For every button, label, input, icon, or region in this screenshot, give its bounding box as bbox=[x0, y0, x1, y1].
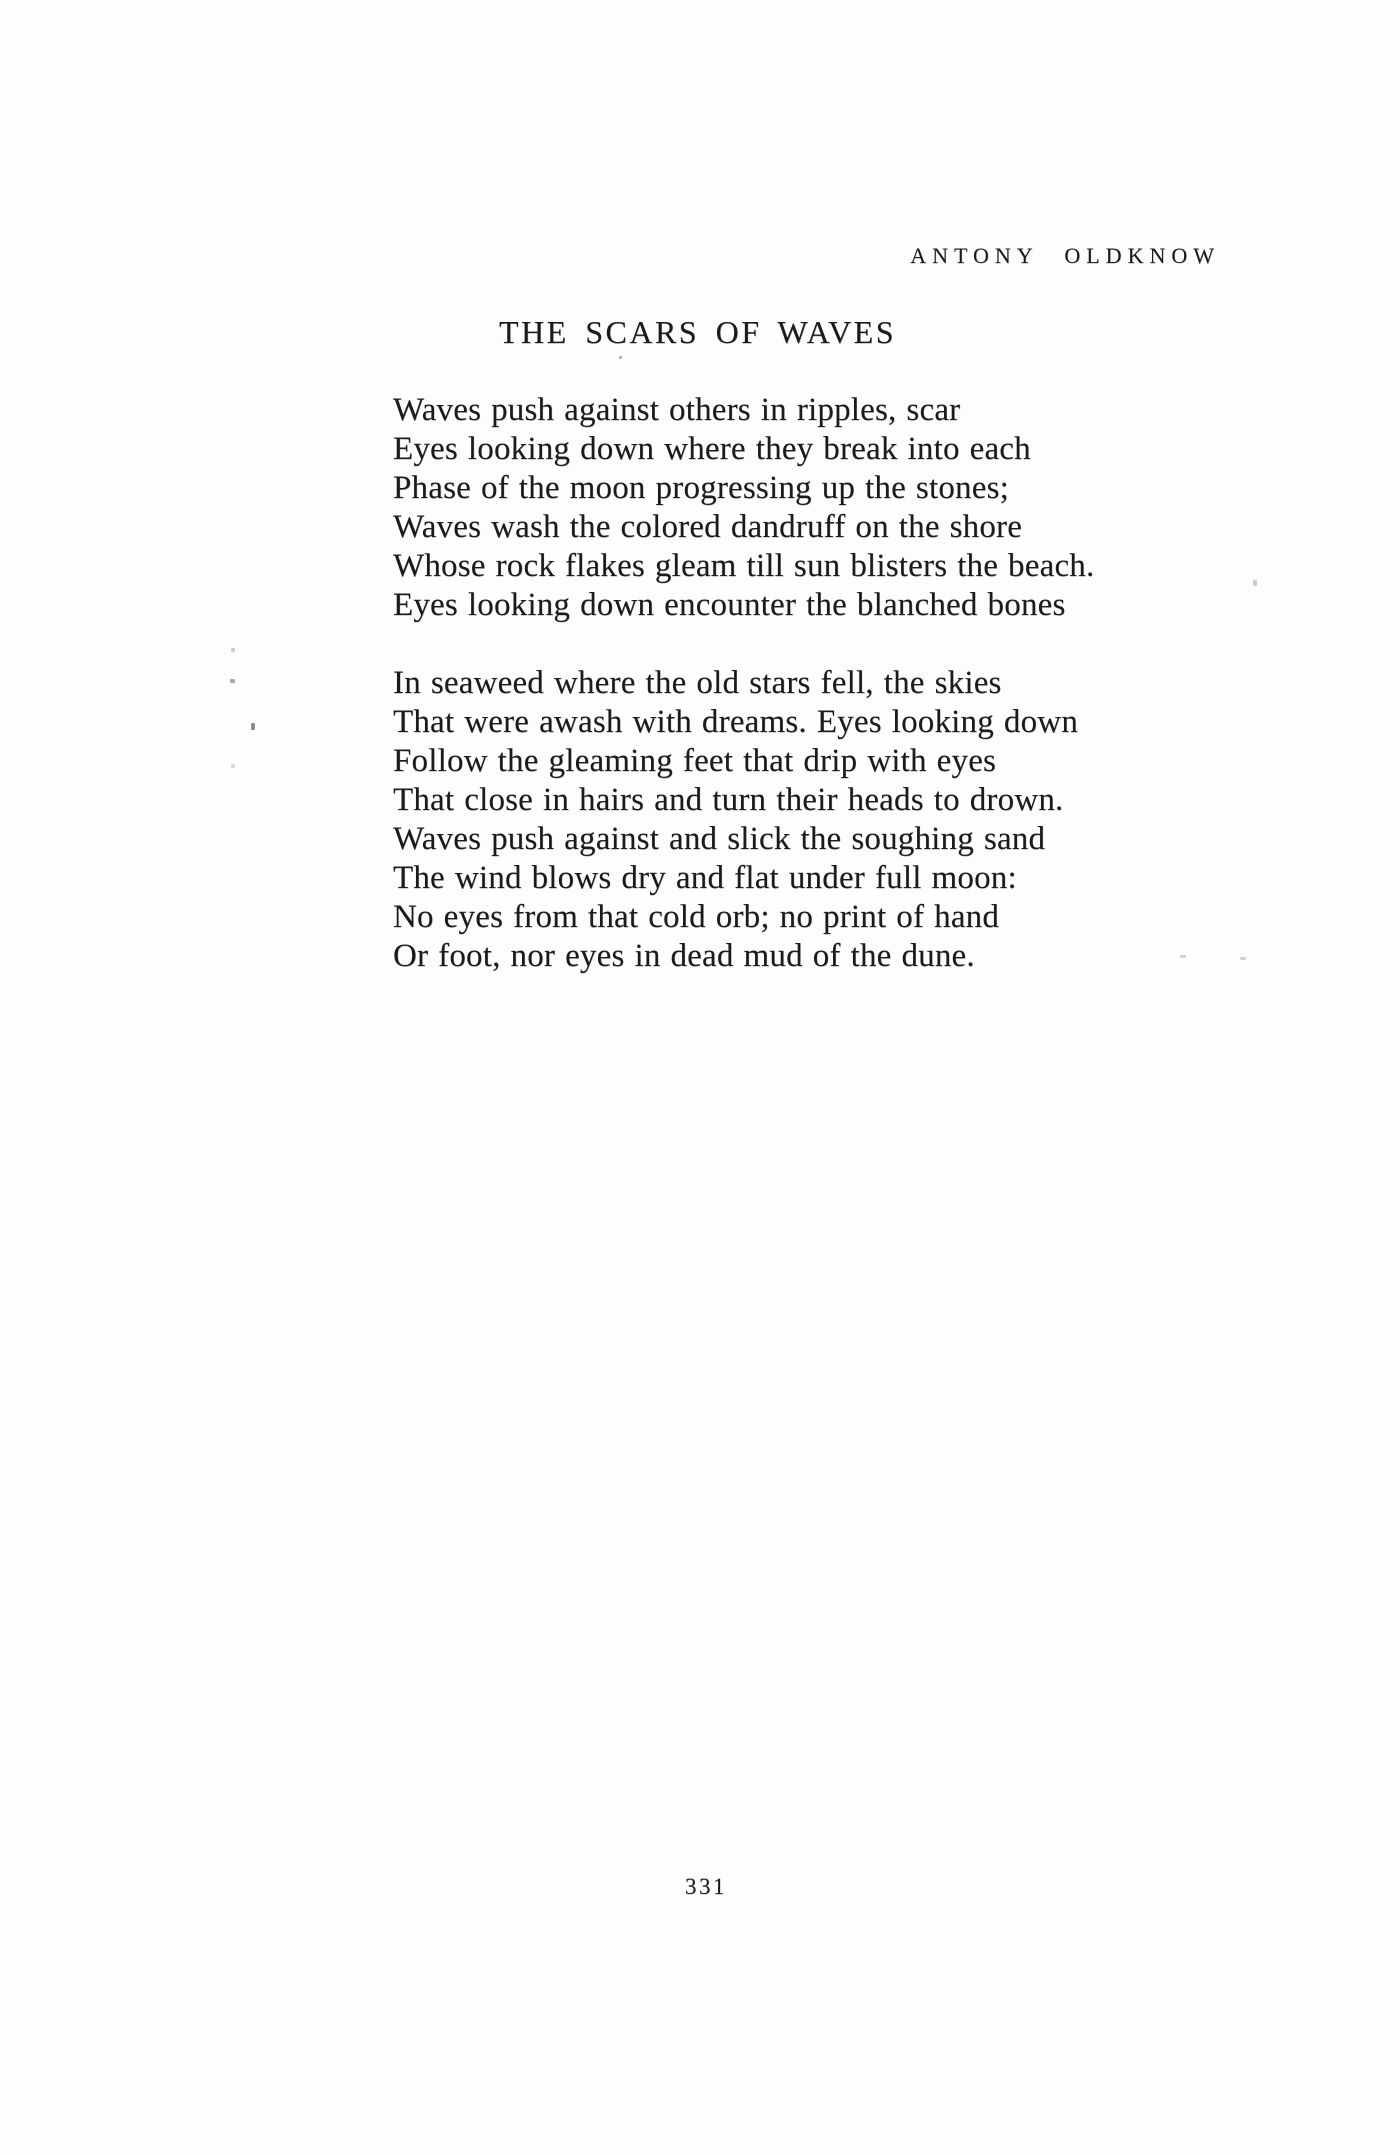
poem-line: Waves push against and slick the soughing sand bbox=[393, 821, 1046, 857]
author-byline: ANTONY OLDKNOW bbox=[910, 243, 1220, 268]
poem-line: That were awash with dreams. Eyes looking down bbox=[393, 704, 1079, 740]
poem-line: Phase of the moon progressing up the stones; bbox=[393, 470, 1009, 506]
poem-line: Eyes looking down where they break into each bbox=[393, 431, 1031, 467]
poem-line: Or foot, nor eyes in dead mud of the dune. bbox=[393, 938, 975, 974]
scan-speck bbox=[1253, 580, 1257, 586]
poem-title: THE SCARS OF WAVES bbox=[499, 314, 897, 350]
stanza-2 bbox=[393, 664, 1094, 976]
poem-line: Waves push against others in ripples, scar bbox=[393, 392, 961, 428]
scan-speck bbox=[251, 723, 255, 730]
poem-line: Whose rock flakes gleam till sun blisters the beach. bbox=[393, 548, 1095, 584]
scan-speck bbox=[230, 679, 235, 683]
poem-line: Waves wash the colored dandruff on the shore bbox=[393, 509, 1023, 545]
poem-body bbox=[393, 391, 1094, 976]
scan-speck bbox=[1240, 957, 1246, 960]
poem-line: Eyes looking down encounter the blanched bones bbox=[393, 587, 1066, 623]
scan-speck bbox=[231, 648, 235, 652]
poem-line: Follow the gleaming feet that drip with eyes bbox=[393, 743, 997, 779]
page-number: 331 bbox=[685, 1874, 727, 1899]
poem-line: That close in hairs and turn their heads to drown. bbox=[393, 782, 1064, 818]
scan-speck bbox=[1180, 955, 1186, 958]
poem-line: No eyes from that cold orb; no print of hand bbox=[393, 899, 1000, 935]
poem-line: The wind blows dry and flat under full moon: bbox=[393, 860, 1017, 896]
poem-line: In seaweed where the old stars fell, the skies bbox=[393, 665, 1002, 701]
stanza-1 bbox=[393, 391, 1094, 625]
scan-speck bbox=[231, 764, 235, 768]
scan-speck bbox=[619, 356, 622, 359]
